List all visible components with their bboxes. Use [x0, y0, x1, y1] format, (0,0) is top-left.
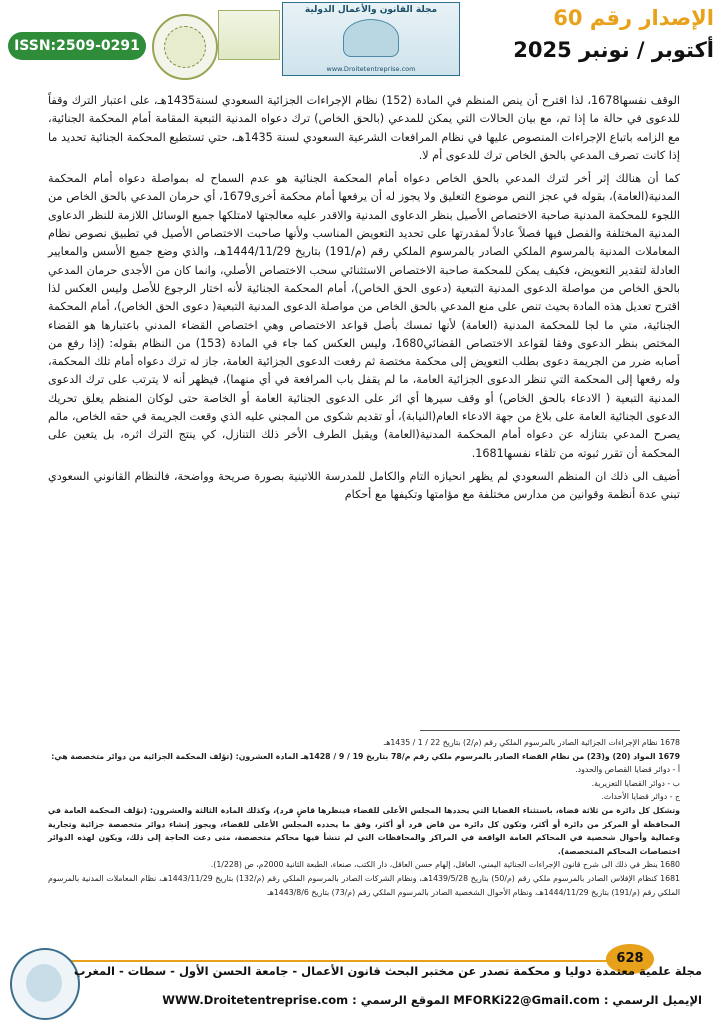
- footnote-item-a: أ - دوائر قضايا القصاص والحدود.: [575, 765, 680, 775]
- issn-badge: ISSN:2509-0291: [8, 32, 146, 60]
- footnote-1681: 1681 كنظام الإفلاس الصادر بالمرسوم ملكي رقم (م/50) بتاريخ 1439/5/28هـ، ونظام الشركات الصادر بالمرسوم الملكي رقم (م/132) بتاريخ 1443/11/29هـ، نظام المعاملات المدنية بالمرسوم الملكي رقم (م/191) بتاريخ 1444/11/29هـ، ونظام الأحوال الشخصية الصادر بالمرسوم الملكي رقم (م/73) بتاريخ 1443/8/6هـ: [48, 873, 681, 897]
- page-header: [0, 0, 724, 78]
- university-logo: [218, 10, 280, 60]
- paragraph-2: كما أن هنالك إثر أخر لترك المدعي بالحق الخاص دعواه أمام المحكمة الجنائية هو عدم السماح له بمواصلة دعواه أمام المحكمة المدنية(العامة)، بقوله في عجز النص موضوع التعليق ولا يجوز له أن يرفعها أمام محكمة أخرى1679، أي حرمان المدعي بالحق الخاص من اللجوء للمحكمة المدنية صاحبة الاختصاص الأصيل بنظر الدعاوى المدنية والاقدر عليه معالجتها لامتلكها جميع الوسائل اللازمة للنظر الدعاوى المدنية المختلفة والفصل فيها فصلاً عادلاً لمقدرتها على تحديد التعويض المناسب ولأنها صاحبت الاختصاص الأصيل في تطبيق نصوص نظام المعاملات المدنية بالمرسوم الملكي الصادر بالمرسوم الملكي رقم (م/191) بتاريخ 1444/11/29هـ، والذي وضع جميع الأسس والمعايير العادلة لتقدير التعويض، فكيف يمكن للمحكمة صاحبة الاختصاص الاستثنائي سحب الاختصاص الأصلي، وانما كان من الأجدى حرمان المدعي بالحق الخاص من مواصلة الدعوى المدنية التبعية (دعوى الحق الخاص)، أمام المحكمة الجنائية لأنه اختار الرجوع للأصل وليس العكس لذا اقترح تعديل هذه المادة بحيث تنص على منع المدعي بالحق الخاص من مواصلة الدعوى المدنية التبعية( دعوى الحق الخاص)، أمام المحكمة الجنائية، متي ما لجا للمحكمة المدنية (العامة) لأنها تمسك بأصل قواعد الاختصاص وهي اختصاص القضاء المدني باعتبارها هو القضاء المختص بنظر الدعوى وفقا لقواعد الاختصاص القضائي1680، وليس العكس كما جاء في المادة (153) من النظام بقوله: (إذا رفع من أصابه ضرر من الجريمة دعوى بطلب التعويض إلى محكمة مختصة ثم رفعت الدعوى الجزائية العامة، جاز له ترك دعواه أمام تلك المحكمة، وله رفعها إلى المحكمة التي تنظر الدعوى الجزائية العامة، ما لم يقفل باب المرافعة في أي منهما)، فيظهر أنه لا يترتب على ترك الدعوى المدنية التبعية ( الادعاء بالحق الخاص) أو وقف سيرها أي اثر على الدعوى الجنائية العامة أو الخاصة حتى لوكان المنظم يعلق تحريك الدعوى الجنائية العامة على بلاغ من جهة الادعاء العام(النيابة)، أو تقديم شكوى من المجني عليه الذي وقعت الجريمة في حقه الخاص، مالم يصرح المدعي بتنازله عن دعواه أمام المحكمة المدنية(العامة) ويقبل الطرف الأخر ذلك التنازل، كي ينتج الترك اثره، بل يتعين على المحكمة أن تقرر ثبوته من تلقاء نفسها1681.: [48, 172, 681, 460]
- page-number: 628: [606, 944, 654, 974]
- banner-url: www.Droitetentreprise.com: [326, 65, 416, 73]
- footer-rule: [48, 960, 608, 962]
- article-body: [48, 92, 680, 510]
- issue-number: الإصدار رقم 60: [553, 6, 714, 30]
- paragraph-1: الوقف نفسها1678، لذا اقترح أن ينص المنظم في المادة (152) نظام الإجراءات الجزائية السعودي لسنة1435هـ، على اعتبار الترك وقفاً للدعوى في حالة ما إذا تم، مع بيان الحالات التي يمكن للمدعي (بالحق الخاص) ترك دعواه المدنية التبعية المقامة أمام المحكمة الجنائية، مع الزامه باتباع الإجراءات المنصوص عليها في نظام المرافعات الشرعية السعودي لسنة 1435هـ، حتي تستطيع المحكمة الجنائية تحديد ما إذا كانت تصرف المدعي بالحق الخاص ترك للدعوى أم لا.: [48, 94, 680, 162]
- footnote-1678: 1678 نظام الإجراءات الجزائية الصادر بالمرسوم الملكي رقم (م/2) بتاريخ 22 / 1 / 1435هـ: [383, 738, 680, 747]
- footnote-separator: [420, 730, 680, 731]
- footer-contact-line: الإيميل الرسمي : MFORKi22@Gmail.com الموقع الرسمي : WWW.Droitetentreprise.com: [162, 993, 702, 1007]
- banner-crest-icon: [343, 19, 399, 57]
- footnote-item-c: ج - دوائر قضايا الأحداث.: [601, 792, 680, 802]
- issue-date: أكتوبر / نونبر 2025: [513, 38, 714, 62]
- paragraph-3: أضيف الى ذلك ان المنظم السعودي لم يظهر انحيازه التام والكامل للمدرسة اللاتينية بصورة صريحة وواضحة، فالنظام القانوني السعودي تبني عدة أنظمة وقوانين من مدارس مختلفة مع مؤامتها وتكيفها مع أحكام: [48, 469, 680, 502]
- lab-logo: [152, 14, 218, 80]
- footnotes: [48, 736, 680, 899]
- footer-journal-line: مجلة علمية معتمدة دوليا و محكمة تصدر عن مختبر البحث قانون الأعمال - جامعة الحسن الأول - سطات - المغرب: [73, 964, 702, 978]
- footer-logo: [10, 948, 80, 1020]
- footnote-1679: 1679 المواد (20) و(23) من نظام القضاء الصادر بالمرسوم ملكي رقم م/78 بتاريخ 19 / 9 / 1428هـ المادة العشرون: (تؤلف المحكمة الجزائية من دوائر متخصصة هي:: [51, 751, 680, 761]
- footnote-paragraph: وتشكل كل دائرة من ثلاثة قضاة، باستثناء القضايا التي يحددها المجلس الأعلى للقضاء فينظرها قاضٍ فرد)، وكذلك المادة الثالثة والعشرون: (تؤلف المحكمة العامة في المحافظة أو المركز من دائرة أو أكثر، وتكون كل دائرة من قاض فرد أو أكثر، وفق ما يحدده المجلس الأعلى للقضاء، ويجوز إنشاء دوائر متخصصة جزائية وتجارية وعمالية وأحوال شخصية في المحاكم العامة الواقعة في المراكز والمحافظات التي لم تنشأ فيها محاكم متخصصة، متى دعت الحاجة إلى ذلك، ويكون لهذه الدوائر اختصاصات المحاكم المتخصصة).: [48, 805, 680, 856]
- journal-banner: [282, 2, 460, 76]
- banner-title: مجلة القانون والأعمال الدولية: [304, 5, 438, 15]
- footnote-item-b: ب - دوائر القضايا التعزيرية.: [591, 778, 680, 788]
- footnote-1680: 1680 ينظر في ذلك الى شرح قانون الإجراءات الجنائية اليمني، العاقل، إلهام حسن العاقل، دار الكتب، صنعاء، الطبعة الثانية 2000م، ص (1/228).: [210, 860, 680, 870]
